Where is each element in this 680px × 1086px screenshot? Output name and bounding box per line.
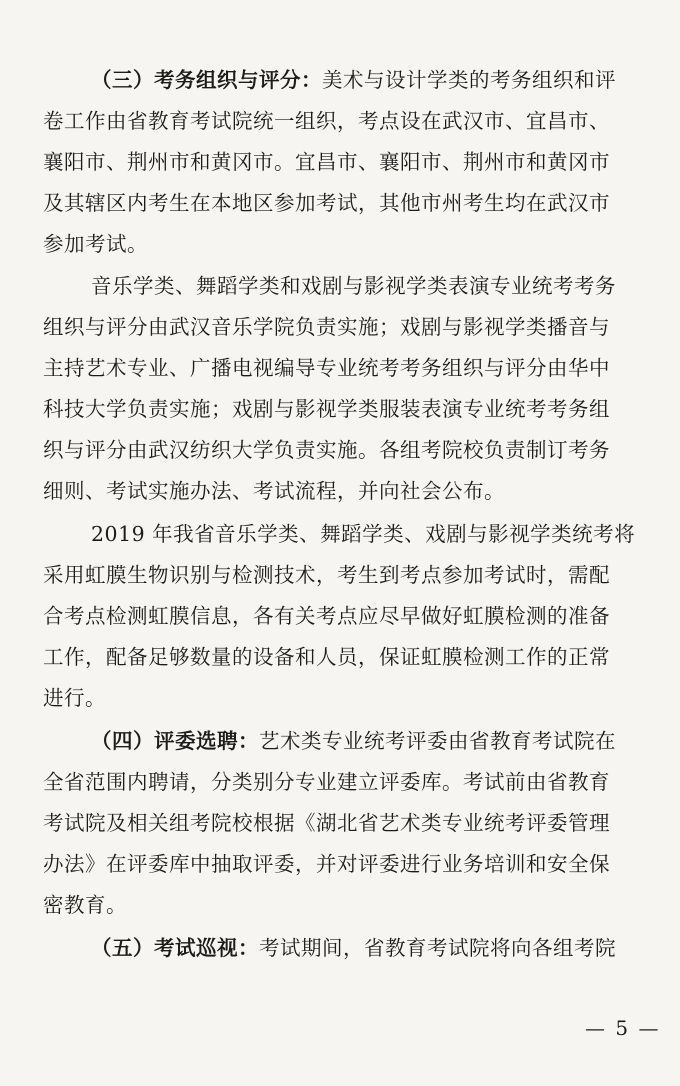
text-run: 艺术类专业统考评委由省教育考试院在 <box>259 729 616 753</box>
text-line: 合考点检测虹膜信息，各有关考点应尽早做好虹膜检测的准备 <box>43 604 610 628</box>
text-line: 办法》在评委库中抽取评委，并对评委进行业务培训和安全保 <box>43 852 610 876</box>
text-line: 主持艺术专业、广播电视编导专业统考考务组织与评分由华中 <box>43 356 610 380</box>
text-line <box>91 66 616 94</box>
text-line: 及其辖区内考生在本地区参加考试，其他市州考生均在武汉市 <box>43 191 610 215</box>
text-line: 织与评分由武汉纺织大学负责实施。各组考院校负责制订考务 <box>43 438 610 462</box>
text-line: 参加考试。 <box>43 232 148 256</box>
text-run: 考试期间，省教育考试院将向各组考院 <box>259 936 616 960</box>
text-line: 音乐学类、舞蹈学类和戏剧与影视学类表演专业统考考务 <box>91 274 616 298</box>
text-line: 密教育。 <box>43 893 127 917</box>
text-line: 工作，配备足够数量的设备和人员，保证虹膜检测工作的正常 <box>43 645 610 669</box>
text-line <box>91 727 616 755</box>
text-line: 组织与评分由武汉音乐学院负责实施；戏剧与影视学类播音与 <box>43 315 610 339</box>
text-line: 襄阳市、荆州市和黄冈市。宜昌市、襄阳市、荆州市和黄冈市 <box>43 150 610 174</box>
section-heading: （五）考试巡视： <box>91 936 259 960</box>
section-heading: （四）评委选聘： <box>91 729 259 753</box>
text-line: 科技大学负责实施；戏剧与影视学类服装表演专业统考考务组 <box>43 397 610 421</box>
text-line <box>91 934 616 962</box>
text-line: 细则、考试实施办法、考试流程，并向社会公布。 <box>43 479 505 503</box>
text-line: 全省范围内聘请，分类别分专业建立评委库。考试前由省教育 <box>43 770 610 794</box>
text-line: 进行。 <box>43 686 106 710</box>
text-run: 美术与设计学类的考务组织和评 <box>322 68 616 92</box>
text-line: 2019 年我省音乐学类、舞蹈学类、戏剧与影视学类统考将 <box>91 522 636 546</box>
text-line: 采用虹膜生物识别与检测技术，考生到考点参加考试时，需配 <box>43 563 610 587</box>
section-heading: （三）考务组织与评分： <box>91 68 322 92</box>
text-line: 卷工作由省教育考试院统一组织，考点设在武汉市、宜昌市、 <box>43 109 610 133</box>
text-line: 考试院及相关组考院校根据《湖北省艺术类专业统考评委管理 <box>43 811 610 835</box>
page-number: — 5 — <box>585 1016 661 1040</box>
